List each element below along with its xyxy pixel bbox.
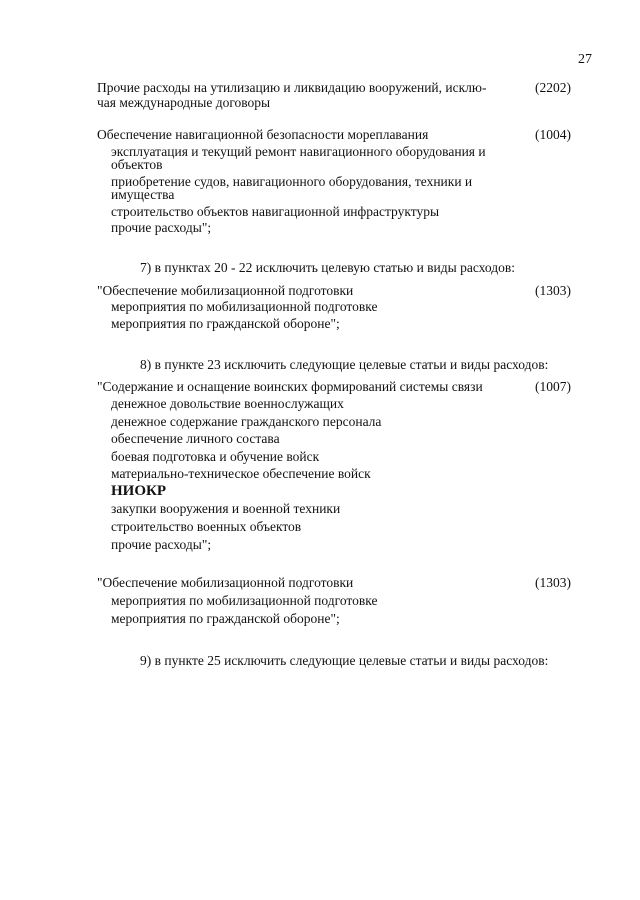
- block3-title: "Обеспечение мобилизационной подготовки: [97, 283, 354, 298]
- block2-item: объектов: [111, 157, 163, 172]
- block4-item: закупки вооружения и военной техники: [111, 501, 341, 516]
- paragraph-7: 7) в пунктах 20 - 22 исключить целевую статью и виды расходов:: [140, 260, 515, 275]
- block1-title-line2: чая международные договоры: [97, 95, 271, 110]
- block5-item: мероприятия по мобилизационной подготовке: [111, 593, 378, 608]
- block3-item: мероприятия по мобилизационной подготовке: [111, 299, 378, 314]
- block3-code: (1303): [535, 283, 571, 298]
- block3-item: мероприятия по гражданской обороне";: [111, 316, 340, 331]
- block4-item: денежное содержание гражданского персонала: [111, 414, 382, 429]
- block2-item: имущества: [111, 187, 175, 202]
- block4-item: денежное довольствие военнослужащих: [111, 396, 344, 411]
- block5-title: "Обеспечение мобилизационной подготовки: [97, 575, 354, 590]
- block2-item: приобретение судов, навигационного оборудования, техники и: [111, 174, 473, 189]
- block5-item: мероприятия по гражданской обороне";: [111, 611, 340, 626]
- block2-title: Обеспечение навигационной безопасности мореплавания: [97, 127, 429, 142]
- block4-code: (1007): [535, 379, 571, 394]
- block4-item: обеспечение личного состава: [111, 431, 280, 446]
- block2-code: (1004): [535, 127, 571, 142]
- block2-item: прочие расходы";: [111, 220, 212, 235]
- block5-code: (1303): [535, 575, 571, 590]
- block4-item: строительство военных объектов: [111, 519, 302, 534]
- paragraph-8: 8) в пункте 23 исключить следующие целевые статьи и виды расходов:: [140, 357, 549, 372]
- block4-item-niokr: НИОКР: [111, 483, 167, 499]
- block4-item: боевая подготовка и обучение войск: [111, 449, 320, 464]
- block4-item: прочие расходы";: [111, 537, 212, 552]
- page-number: 27: [578, 52, 592, 67]
- block4-title: "Содержание и оснащение воинских формирований системы связи: [97, 379, 483, 394]
- block4-item: материально-техническое обеспечение войск: [111, 466, 371, 481]
- block1-code: (2202): [535, 80, 571, 95]
- block2-item: эксплуатация и текущий ремонт навигационного оборудования и: [111, 144, 486, 159]
- block1-title-line1: Прочие расходы на утилизацию и ликвидацию вооружений, исклю-: [97, 80, 487, 95]
- block2-item: строительство объектов навигационной инфраструктуры: [111, 204, 440, 219]
- paragraph-9: 9) в пункте 25 исключить следующие целевые статьи и виды расходов:: [140, 653, 549, 668]
